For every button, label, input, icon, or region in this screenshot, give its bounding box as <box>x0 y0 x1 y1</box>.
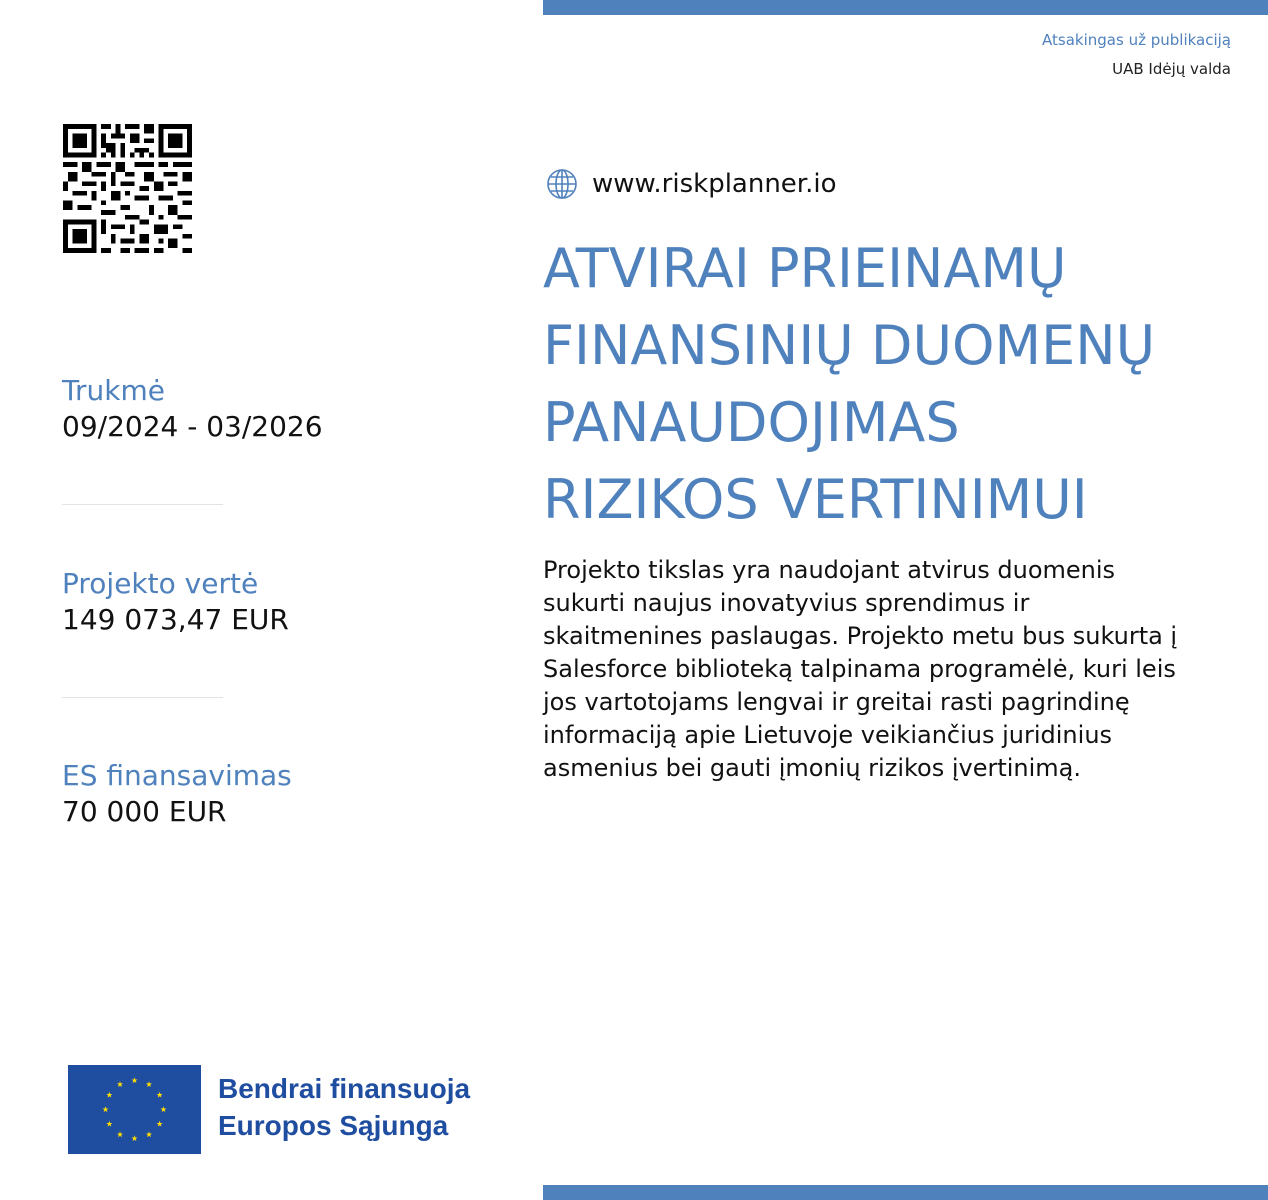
website-link[interactable]: www.riskplanner.io <box>592 169 837 199</box>
description-line: informaciją apie Lietuvoje veikiančius juridinius <box>543 721 1113 749</box>
title-line: PANAUDOJIMAS <box>543 391 960 454</box>
description-line: skaitmenines paslaugas. Projekto metu bus sukurta į <box>543 622 1178 650</box>
eu-funding-statement <box>218 1070 470 1144</box>
description-line: asmenius bei gauti įmonių rizikos įvertinimą. <box>543 754 1082 782</box>
description-line: jos vartotojams lengvai ir greitai rasti pagrindinę <box>543 688 1130 716</box>
eu-line-1: Bendrai finansuoja <box>218 1073 471 1104</box>
website-row[interactable] <box>546 167 837 201</box>
duration-value: 09/2024 - 03/2026 <box>62 410 323 443</box>
divider <box>62 504 223 505</box>
project-value-block <box>62 566 289 638</box>
project-description <box>543 554 1243 785</box>
project-value-label: Projekto vertė <box>62 567 259 600</box>
duration-label: Trukmė <box>62 374 165 407</box>
duration-block <box>62 373 323 445</box>
description-line: Projekto tikslas yra naudojant atvirus duomenis <box>543 556 1116 584</box>
page-title <box>543 230 1253 538</box>
eu-funding-amount: 70 000 EUR <box>62 795 227 828</box>
title-line: ATVIRAI PRIEINAMŲ <box>543 237 1067 300</box>
eu-line-2: Europos Sąjunga <box>218 1110 449 1141</box>
description-line: Salesforce biblioteką talpinama programėlė, kuri leis <box>543 655 1176 683</box>
eu-funding-block <box>62 758 292 830</box>
description-line: sukurti naujus inovatyvius sprendimus ir <box>543 589 1030 617</box>
title-line: FINANSINIŲ DUOMENŲ <box>543 314 1156 377</box>
responsible-label: Atsakingas už publikaciją <box>1042 31 1231 49</box>
responsible-value: UAB Idėjų valda <box>1112 60 1231 78</box>
title-line: RIZIKOS VERTINIMUI <box>543 468 1088 531</box>
qr-code-icon[interactable] <box>60 124 195 253</box>
eu-flag-icon <box>68 1065 201 1154</box>
divider <box>62 697 223 698</box>
globe-icon <box>546 168 578 200</box>
project-value-amount: 149 073,47 EUR <box>62 603 289 636</box>
top-accent-bar <box>543 0 1268 15</box>
bottom-accent-bar <box>543 1185 1268 1200</box>
eu-funding-label: ES finansavimas <box>62 759 292 792</box>
